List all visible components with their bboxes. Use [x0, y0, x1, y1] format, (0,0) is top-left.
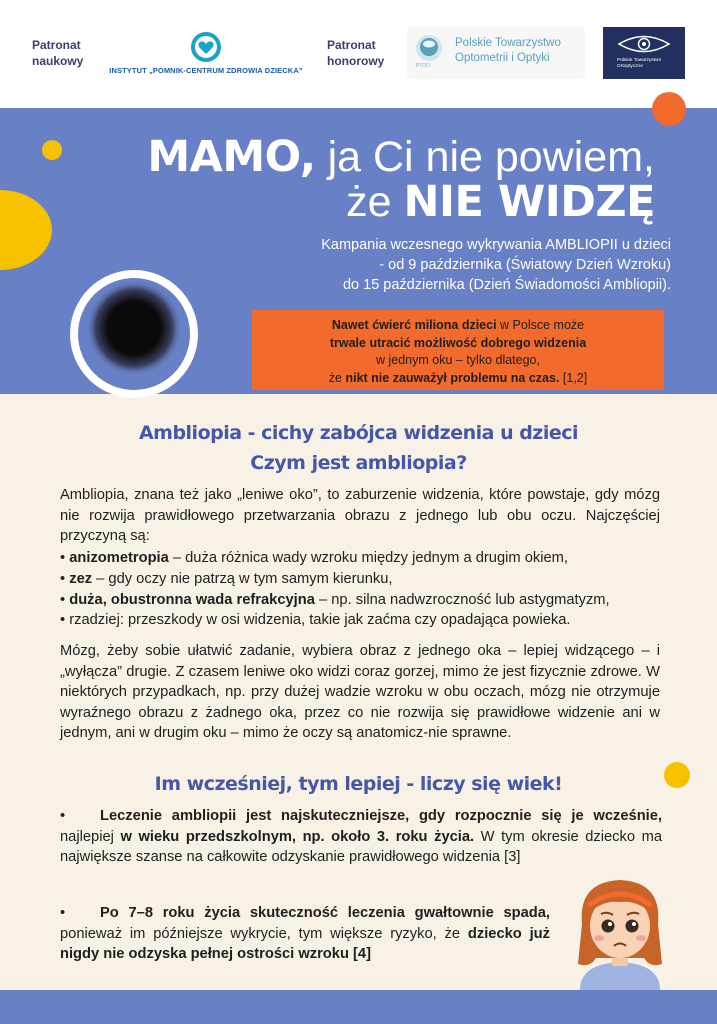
- section-heading-czym-jest: Czym jest ambliopia?: [250, 452, 467, 474]
- causes-list: [60, 548, 680, 631]
- cause-item: • anizometropia – duża różnica wady wzroku między jednym a drugim okiem,: [60, 550, 568, 566]
- callout-bold4: nikt nie zauważył problemu na czas.: [345, 370, 560, 385]
- pto-logo: [603, 27, 685, 79]
- pto-text-line2: Ortoptyczne: [617, 63, 643, 69]
- section-heading-ambliopia: Ambliopia - cichy zabójca widzenia u dzieci: [138, 422, 579, 444]
- institute-name: INSTYTUT „POMNIK-CENTRUM ZDROWIA DZIECKA”: [109, 66, 303, 75]
- campaign-line2: - od 9 października (Światowy Dzień Wzroku): [379, 257, 671, 273]
- title-nie-widze: NIE WIDZĘ: [403, 177, 655, 227]
- cause-rest: rzadziej: przeszkody w osi widzenia, takie jak zaćma czy opadająca powieka.: [69, 612, 571, 629]
- callout-line4: [252, 370, 664, 388]
- decorative-yellow-dot-right: [664, 762, 690, 788]
- pto-text: [617, 58, 661, 69]
- statistic-callout: [252, 310, 664, 390]
- footer-bar: [0, 990, 717, 1024]
- hero-title-line2: [346, 178, 655, 226]
- patronat-naukowy-label: [32, 37, 83, 69]
- pupil-eye-icon: [68, 268, 200, 400]
- point2-bold: Po 7–8 roku życia skuteczność leczenia gwałtownie spada,: [100, 905, 550, 921]
- eye-logo-icon: [616, 33, 672, 55]
- point1-bold: Leczenie ambliopii jest najskuteczniejsze, gdy rozpocznie się je wcześnie,: [100, 808, 662, 824]
- cause-item: • rzadziej: przeszkody w osi widzenia, takie jak zaćma czy opadająca powieka.: [60, 612, 571, 629]
- worried-girl-illustration: [570, 868, 670, 990]
- point1-rest: W tym okresie dziecko ma największe szanse na całkowite odzyskanie prawidłowego widzenia [3]: [60, 828, 662, 865]
- callout-line1: [252, 317, 664, 335]
- point2-mid: ponieważ im późniejsze wykrycie, tym większe ryzyko, że: [60, 925, 468, 942]
- cause-item: • zez – gdy oczy nie patrzą w tym samym kierunku,: [60, 570, 393, 587]
- cause-bold: zez: [69, 570, 93, 587]
- patronat-honorowy-line1: Patronat: [327, 38, 376, 52]
- campaign-line3: do 15 października (Dzień Świadomości Ambliopii).: [342, 277, 671, 293]
- pto-text-line1: Polskie Towarzystwo: [617, 58, 662, 63]
- patronat-naukowy-line1: Patronat: [32, 38, 81, 52]
- patronat-naukowy-line2: naukowy: [32, 54, 84, 68]
- cause-rest: – duża różnica wady wzroku między jednym a drugim okiem,: [168, 550, 568, 566]
- title-line2-prefix: że: [346, 178, 404, 226]
- callout-bold2: trwale utracić możliwość dobrego widzenia: [329, 335, 587, 350]
- decorative-yellow-dot: [42, 140, 62, 160]
- point2-bold2: dziecko już nigdy nie odzyska pełnej ostrości wzroku [4]: [60, 925, 550, 962]
- bullet-dot: •: [60, 808, 66, 824]
- cause-bold: duża, obustronna wada refrakcyjna: [69, 591, 315, 608]
- cause-bold: anizometropia: [69, 550, 169, 566]
- cause-rest: – gdy oczy nie patrzą w tym samym kierunku,: [92, 570, 393, 587]
- ptoo-name-line1: Polskie Towarzystwo: [455, 37, 561, 49]
- cause-item: • duża, obustronna wada refrakcyjna – np. silna nadwzroczność lub astygmatyzm,: [60, 591, 610, 608]
- institute-logo: [106, 32, 306, 75]
- callout-line3: w jednym oku – tylko dlatego,: [376, 353, 540, 367]
- section-heading-wiek: Im wcześniej, tym lepiej - liczy się wiek!: [154, 773, 563, 795]
- bullet-dot: •: [60, 905, 66, 921]
- ptoo-abbr: PTOO: [416, 63, 431, 69]
- ptoo-lens-icon: [415, 34, 443, 62]
- title-mamo: MAMO,: [147, 132, 316, 182]
- cause-rest: – np. silna nadwzroczność lub astygmatyzm,: [314, 591, 610, 608]
- callout-line2: [252, 335, 664, 353]
- callout-bold1: Nawet ćwierć miliona dzieci: [331, 318, 497, 332]
- ambliopia-explanation: Mózg, żeby sobie ułatwić zadanie, wybiera obraz z jednego oka – lepiej widzącego – i „wyłącza” drugie. Z czasem leniwe oko widzi coraz gorzej, mimo że jest fizycznie zdrowe. W niektórych przypadkach, np. przy dużej wadzie wzroku w obu oczach, mózg nie otrzymuje wyraźnego obrazu z żadnego oka, przez co nie rozwija się prawidłowe widzenie ani w jednym, ani w drugim oku – mimo że oczy są anatomicz-nie sprawne.: [60, 643, 660, 741]
- ptoo-name-line2: Optometrii i Optyki: [455, 52, 550, 64]
- campaign-line1: Kampania wczesnego wykrywania AMBLIOPII u dzieci: [321, 237, 671, 253]
- ptoo-name: [455, 36, 561, 66]
- late-treatment-point: [60, 903, 550, 965]
- patronat-honorowy-label: [327, 37, 384, 69]
- decorative-orange-dot: [652, 92, 686, 126]
- callout-pre4: że: [328, 370, 346, 385]
- callout-rest1: w Polsce może: [496, 318, 585, 332]
- ptoo-logo: [407, 27, 585, 79]
- title-line1-rest: ja Ci nie powiem,: [315, 133, 655, 181]
- ambliopia-intro: Ambliopia, znana też jako „leniwe oko”, to zaburzenie widzenia, które powstaje, gdy mózg nie rozwija prawidłowego przetwarzania obrazu z jednego lub obu oczu. Najczęściej przyczyną są:: [60, 487, 660, 544]
- hero-title-line1: [147, 133, 655, 181]
- callout-ref: [1,2]: [559, 370, 588, 385]
- patronat-honorowy-line2: honorowy: [327, 54, 385, 68]
- point1-bold2: w wieku przedszkolnym, np. około 3. roku życia.: [120, 828, 475, 845]
- heart-eye-icon: [189, 32, 223, 62]
- early-treatment-point: [60, 806, 662, 868]
- campaign-description: [231, 235, 671, 295]
- point1-mid: najlepiej: [60, 828, 121, 845]
